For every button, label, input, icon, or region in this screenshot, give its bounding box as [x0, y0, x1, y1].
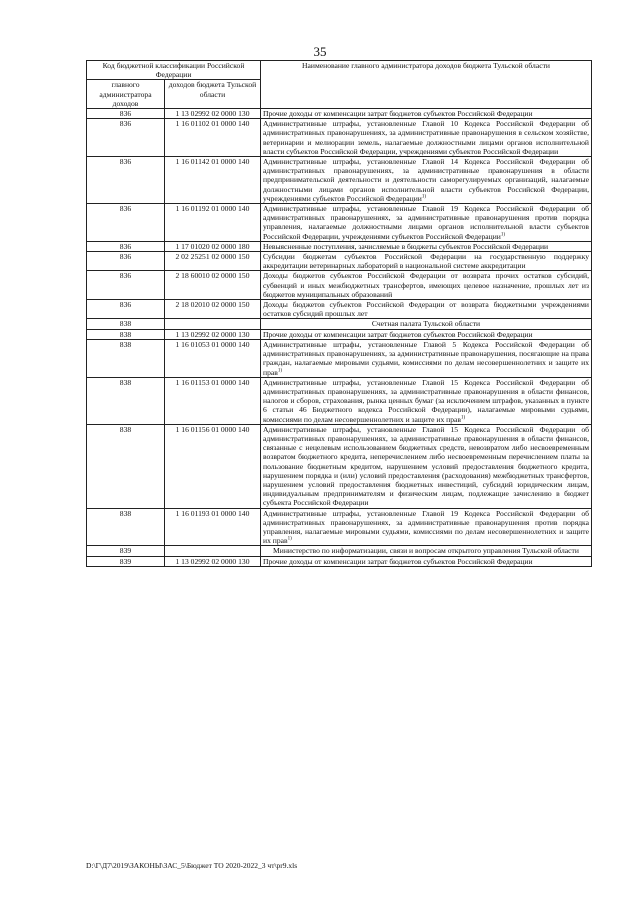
revenue-code-cell: 1 16 01156 01 0000 140 — [165, 424, 261, 508]
footnote-marker: 1) — [461, 414, 466, 420]
administrator-name-cell: Счетная палата Тульской области — [261, 319, 592, 329]
revenue-description-cell — [261, 109, 592, 119]
administrator-name-cell: Министерство по информатизации, связи и вопросам открытого управления Тульской области — [261, 546, 592, 556]
table-row — [87, 157, 592, 204]
revenue-description-text: Административные штрафы, установленные Главой 19 Кодекса Российской Федерации об административных правонарушениях, за административные правонарушения против порядка управления, налагаемые мировыми судьями, комиссиями по делам несовершеннолетних и защите их прав — [263, 508, 589, 546]
revenue-description-cell — [261, 204, 592, 242]
revenue-description-cell — [261, 424, 592, 508]
revenue-description-text: Административные штрафы, установленные Главой 14 Кодекса Российской Федерации об административных правонарушениях, за административные правонарушения в области предпринимательской деятельности и деятельности саморегулируемых организаций, налагаемые должностными лицами органов исполнительной власти субъектов Российской Федерации, учреждениями субъектов Российской Федерации — [263, 157, 589, 203]
revenue-description-text: Невыясненные поступления, зачисляемые в бюджеты субъектов Российской Федерации — [263, 241, 549, 251]
admin-code-cell: 838 — [87, 377, 165, 424]
revenue-description-cell — [261, 157, 592, 204]
admin-code-cell: 836 — [87, 300, 165, 319]
file-path-footer: D:\Г\Д7\2019\ЗАКОНЫ\ЗАС_5\Бюджет ТО 2020-2022_3 чт\pr9.xls — [86, 861, 298, 870]
revenue-description-cell — [261, 508, 592, 546]
table-row — [87, 377, 592, 424]
table-row — [87, 508, 592, 546]
code-group-header: Код бюджетной классификации Российской Федерации — [87, 61, 261, 80]
revenue-code-column-header: доходов бюджета Тульской области — [165, 80, 261, 109]
revenue-code-cell: 1 16 01193 01 0000 140 — [165, 508, 261, 546]
revenue-code-cell: 1 16 01102 01 0000 140 — [165, 119, 261, 157]
section-header-row — [87, 546, 592, 556]
footnote-marker: 1) — [500, 232, 506, 238]
revenue-description-text: Административные штрафы, установленные Главой 5 Кодекса Российской Федерации об административных правонарушениях, за административные правонарушения, посягающие на права граждан, налагаемые мировыми судьями, комиссиями по делам несовершеннолетних и защите их прав — [263, 339, 589, 377]
revenue-description-cell — [261, 300, 592, 319]
admin-code-cell: 838 — [87, 329, 165, 339]
revenue-code-cell: 2 18 60010 02 0000 150 — [165, 271, 261, 300]
revenue-description-cell — [261, 339, 592, 377]
revenue-description-text: Прочие доходы от компенсации затрат бюджетов субъектов Российской Федерации — [263, 109, 533, 119]
revenue-description-text: Доходы бюджетов субъектов Российской Федерации от возврата прочих остатков субсидий, субвенций и иных межбюджетных трансфертов, имеющих целевое назначение, прошлых лет из бюджетов муниципальных образований — [263, 271, 589, 299]
table-row — [87, 300, 592, 319]
table-row — [87, 241, 592, 251]
footnote-marker: 1) — [421, 194, 427, 200]
table-row — [87, 329, 592, 339]
revenue-description-text: Прочие доходы от компенсации затрат бюджетов субъектов Российской Федерации — [263, 329, 533, 339]
revenue-code-cell: 1 17 01020 02 0000 180 — [165, 241, 261, 251]
revenue-code-cell: 1 16 01192 01 0000 140 — [165, 204, 261, 242]
revenue-code-cell: 1 16 01053 01 0000 140 — [165, 339, 261, 377]
footnote-marker: 1) — [277, 367, 282, 373]
revenue-description-cell — [261, 252, 592, 271]
table-row — [87, 339, 592, 377]
revenue-code-cell: 1 13 02992 02 0000 130 — [165, 556, 261, 566]
revenue-description-cell — [261, 119, 592, 157]
admin-code-cell: 839 — [87, 546, 165, 556]
table-body — [87, 109, 592, 567]
revenue-description-cell — [261, 241, 592, 251]
revenue-description-text: Доходы бюджетов субъектов Российской Федерации от возврата бюджетными учреждениями остатков субсидий прошлых лет — [263, 300, 589, 319]
revenue-code-cell: 1 13 02992 02 0000 130 — [165, 109, 261, 119]
admin-code-cell: 836 — [87, 241, 165, 251]
table-row — [87, 109, 592, 119]
revenue-code-cell: 1 16 01142 01 0000 140 — [165, 157, 261, 204]
admin-code-cell: 838 — [87, 319, 165, 329]
empty-code-cell — [165, 546, 261, 556]
revenue-description-text: Административные штрафы, установленные Главой 10 Кодекса Российской Федерации об административных правонарушениях, за административные правонарушения в сельском хозяйстве, ветеринарии и мелиорации земель, налагаемые должностными лицами органов исполнительной власти субъектов Российской Федерации, учреждениями субъектов Российской Федерации — [263, 119, 589, 156]
revenue-description-text: Административные штрафы, установленные Главой 15 Кодекса Российской Федерации об административных правонарушениях, за административные правонарушения в области финансов, связанные с нецелевым использованием бюджетных средств, невозвратом либо несвоевременным возвратом бюджетного кредита, неперечислением либо несвоевременным перечислением платы за пользование бюджетным кредитом, нарушением условий предоставления бюджетного кредита, нарушением порядка и (или) условий предоставления (расходования) межбюджетных трансфертов, нарушением условий предоставления бюджетных инвестиций, субсидий юридическим лицам, индивидуальным предпринимателям и физическим лицам, подлежащие зачислению в бюджет субъекта Российской Федерации — [263, 424, 589, 508]
revenue-description-cell — [261, 271, 592, 300]
revenue-description-cell — [261, 329, 592, 339]
admin-code-column-header: главного администратора доходов — [87, 80, 165, 109]
admin-code-cell: 836 — [87, 271, 165, 300]
revenue-description-text: Прочие доходы от компенсации затрат бюджетов субъектов Российской Федерации — [263, 556, 533, 566]
revenue-administrators-table — [86, 60, 592, 567]
footnote-marker: 1) — [287, 536, 292, 542]
revenue-description-text: Административные штрафы, установленные Главой 19 Кодекса Российской Федерации об административных правонарушениях, за административные правонарушения против порядка управления, налагаемые должностными лицами органов исполнительной власти субъектов Российской Федерации, учреждениями субъектов Российской Федерации — [263, 204, 589, 241]
admin-code-cell: 836 — [87, 252, 165, 271]
revenue-code-cell: 1 16 01153 01 0000 140 — [165, 377, 261, 424]
revenue-code-cell: 2 02 25251 02 0000 150 — [165, 252, 261, 271]
admin-code-cell: 836 — [87, 204, 165, 242]
admin-code-cell: 839 — [87, 556, 165, 566]
table-row — [87, 119, 592, 157]
admin-code-cell: 836 — [87, 109, 165, 119]
revenue-description-text: Субсидии бюджетам субъектов Российской Федерации на государственную поддержку аккредитации ветеринарных лабораторий в национальной системе аккредитации — [263, 252, 589, 271]
admin-code-cell: 836 — [87, 157, 165, 204]
section-header-row — [87, 319, 592, 329]
table-row — [87, 556, 592, 566]
revenue-code-cell: 1 13 02992 02 0000 130 — [165, 329, 261, 339]
revenue-description-cell — [261, 556, 592, 566]
revenue-code-cell: 2 18 02010 02 0000 150 — [165, 300, 261, 319]
table-header-row — [87, 61, 592, 80]
table-row — [87, 204, 592, 242]
admin-code-cell: 838 — [87, 339, 165, 377]
admin-code-cell: 838 — [87, 508, 165, 546]
page-number: 35 — [313, 44, 327, 59]
table-row — [87, 271, 592, 300]
admin-code-cell: 836 — [87, 119, 165, 157]
table-row — [87, 424, 592, 508]
admin-code-cell: 838 — [87, 424, 165, 508]
table-row — [87, 252, 592, 271]
name-column-header: Наименование главного администратора доходов бюджета Тульской области — [261, 61, 592, 109]
revenue-description-cell — [261, 377, 592, 424]
empty-code-cell — [165, 319, 261, 329]
revenue-description-text: Административные штрафы, установленные Главой 15 Кодекса Российской Федерации об административных правонарушениях, за административные правонарушения в области финансов, налогов и сборов, страхования, рынка ценных бумаг (за исключением штрафов, указанных в пункте 6 статьи 46 Бюджетного кодекса Российской Федерации), налагаемые мировыми судьями, комиссиями по делам несовершеннолетних и защите их прав — [263, 377, 589, 424]
